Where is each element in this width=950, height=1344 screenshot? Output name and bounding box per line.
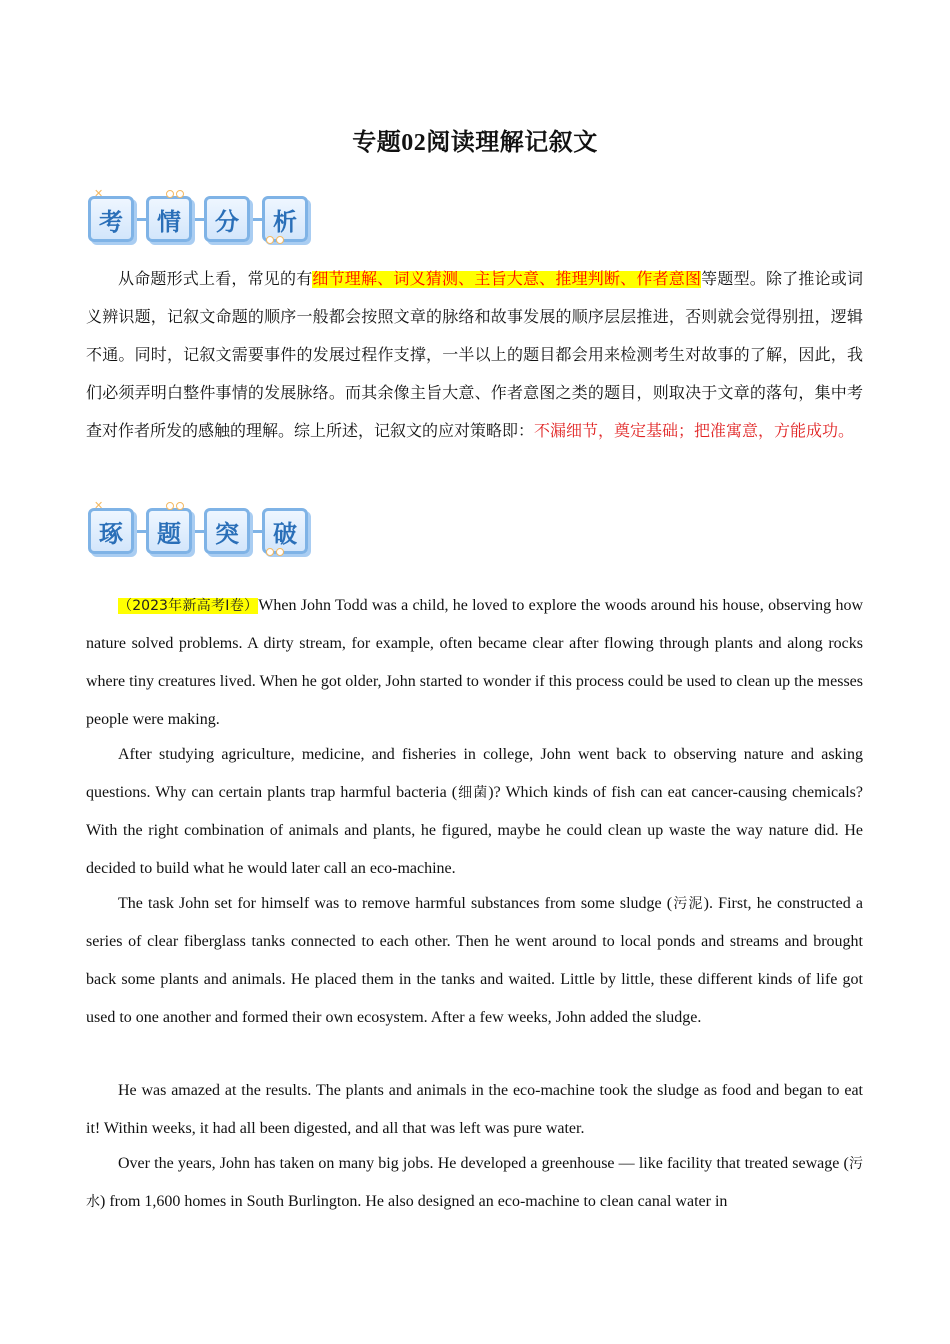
passage-paragraph-1 [86,587,863,739]
page-title: 专题02阅读理解记叙文 [352,130,598,156]
section-header-char: 破 [262,508,308,554]
passage-text: ). First, he constructed a series of clear fiberglass tanks connected to each other. Then he went around to local ponds and streams and brought back some plants and animals. He placed them in the tanks and waited. Little by little, these different kinds of life got used to one another and formed their own ecosystem. After a few weeks, John added the sludge. [86,895,864,1026]
dot-icon [166,190,174,198]
source-label: （2023年新高考Ⅰ卷） [118,598,259,614]
dot-icon [276,236,284,244]
section-header-analysis [88,187,308,242]
header-connector [134,218,146,221]
header-connector [250,530,262,533]
header-connector [134,530,146,533]
strategy-text: 不漏细节，奠定基础；把准寓意，方能成功。 [534,423,855,440]
passage-text: He was amazed at the results. The plants and animals in the eco-machine took the sludge as food and began to eat it! Within weeks, it had all been digested, and all that was left was pure water. [86,1082,863,1137]
section-header-char: 情 [146,196,192,242]
dot-icon [266,236,274,244]
header-connector [250,218,262,221]
passage-paragraph-2 [86,736,863,888]
chinese-gloss: 污水 [86,1156,863,1210]
passage-text: )? Which kinds of fish can eat cancer-causing chemicals? With the right combination of animals and plants, he figured, maybe he could clean up waste the way nature did. He decided to build what he would later call an eco-machine. [86,784,864,877]
dot-icon [276,548,284,556]
passage-paragraph-5 [86,1145,863,1221]
section-header-char: 题 [146,508,192,554]
dot-icon [166,502,174,510]
section-header-char: 分 [204,196,250,242]
dot-icon [176,502,184,510]
section-header-char: 析 [262,196,308,242]
chinese-gloss: 污泥 [672,896,704,912]
passage-text: When John Todd was a child, he loved to explore the woods around his house, observing how nature solved problems. A dirty stream, for example, often became clear after flowing through plants and along rocks where tiny creatures lived. When he got older, John started to wonder if this process could be used to clean up the messes people were making. [86,597,863,728]
passage-text: Over the years, John has taken on many big jobs. He developed a greenhouse — like facility that treated sewage ( [118,1155,849,1172]
dot-icon [266,548,274,556]
intro-text: 从命题形式上看，常见的有 [118,271,313,288]
passage-paragraph-3 [86,885,863,1037]
header-connector [192,530,204,533]
dot-icon [176,190,184,198]
header-connector [192,218,204,221]
sparkle-icon: ✕ [94,499,104,512]
section-header-char: 琢 [88,508,134,554]
passage-text: After studying agriculture, medicine, and fisheries in college, John went back to observing nature and asking questions. Why can certain plants trap harmful bacteria ( [86,746,863,801]
passage-text: ) from 1,600 homes in South Burlington. He also designed an eco-machine to clean canal water in [100,1193,728,1210]
section-header-char: 突 [204,508,250,554]
chinese-gloss: 细菌 [457,785,489,801]
passage-text: The task John set for himself was to remove harmful substances from some sludge ( [118,895,673,912]
section-header-char: 考 [88,196,134,242]
question-types-highlight: 细节理解、词义猜测、主旨大意、推理判断、作者意图 [312,271,702,288]
intro-text: 等题型。除了推论或词义辨识题，记叙文命题的顺序一般都会按照文章的脉络和故事发展的顺序层层推进，否则就会觉得别扭，逻辑不通。同时，记叙文需要事件的发展过程作支撑，一半以上的题目都会用来检测考生对故事的了解，因此，我们必须弄明白整件事情的发展脉络。而其余像主旨大意、作者意图之类的题目，则取决于文章的落句，集中考查对作者所发的感触的理解。综上所述，记叙文的应对策略即： [86,271,863,440]
passage-paragraph-4 [86,1072,863,1148]
section-header-practice [88,499,308,554]
sparkle-icon: ✕ [94,187,104,200]
intro-paragraph [86,261,863,451]
